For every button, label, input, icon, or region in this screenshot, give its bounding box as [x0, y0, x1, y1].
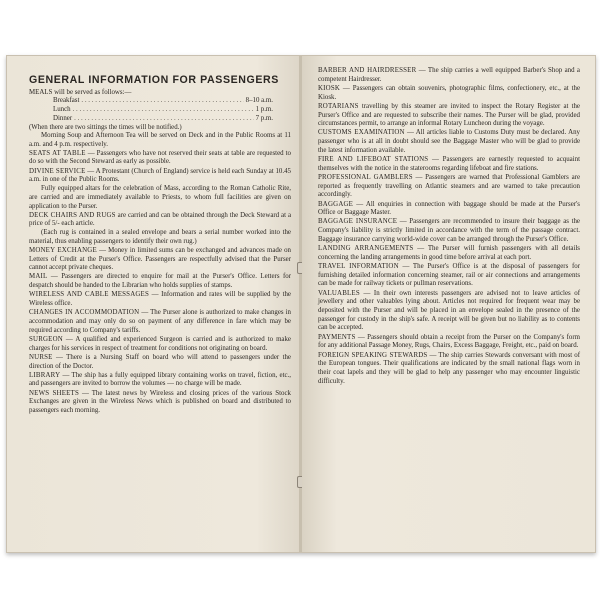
section-divine-service [29, 168, 291, 185]
meal-name: Breakfast [53, 97, 80, 105]
left-page [7, 56, 300, 552]
section-text: — Passengers are earnestly requested to acquaint themselves with the notice in the staterooms regarding lifeboat and fire stations. [318, 156, 581, 172]
section-title: SEATS AT TABLE [29, 149, 86, 157]
section-title: DIVINE SERVICE [29, 167, 86, 175]
meal-row-dinner [53, 115, 273, 124]
section-title: FIRE AND LIFEBOAT STATIONS [318, 156, 429, 164]
section-mail [29, 273, 291, 290]
meal-row-lunch [53, 106, 273, 115]
section-title: LIBRARY [29, 371, 61, 379]
section-text: — The latest news by Wireless and closing prices of the various Stock Exchanges are given in the Wireless News which is published on board and distributed to passengers each morning. [29, 389, 291, 415]
section-text: — In their own interests passengers are advised not to leave articles of jewellery and other valuables lying about. Articles not required for frequent wear may be deposited with the Purser and will be placed in an envelope sealed in the presence of the passenger for custody in the ship's safe. A receipt will be given but no liability as to contents can be accepted. [318, 289, 580, 332]
meals-intro: MEALS will be served as follows:— [29, 88, 132, 96]
meal-row-breakfast [53, 97, 273, 106]
meal-time: 1 p.m. [255, 106, 273, 114]
meals-extra: Morning Soup and Afternoon Tea will be served on Deck and in the Public Rooms at 11 a.m. and 4 p.m. respectively. [29, 132, 291, 148]
section-text: — There is a Nursing Staff on board who will attend to passengers under the direction of the Doctor. [29, 353, 291, 370]
section-title: PAYMENTS [318, 333, 356, 341]
section-text: — The Purser's Office is at the disposal of passengers for furnishing detailed information concerning steamer, rail or air connections and arrangements can be made for railway tickets or pullman reservations. [318, 262, 580, 288]
section-title: TRAVEL INFORMATION [318, 262, 399, 270]
section-text: — Information and rates will be supplied by the Wireless office. [29, 291, 291, 308]
section-landing [318, 245, 580, 262]
section-fire-lifeboat [318, 156, 580, 173]
section-title: NURSE [29, 353, 53, 361]
section-money-exchange [29, 247, 291, 273]
leader-dots [73, 106, 254, 115]
section-title: DECK CHAIRS AND RUGS [29, 211, 116, 219]
section-surgeon [29, 336, 291, 353]
section-title: MONEY EXCHANGE [29, 246, 97, 254]
section-text: — Passengers are recommended to insure their baggage as the Company's liability is strictly limited in accordance with the term of the passage contract. Baggage insurance carrying world-wide cover can be arranged through the Purser's Office. [318, 218, 580, 243]
meal-time: 7 p.m. [255, 114, 273, 122]
section-news-sheets [29, 390, 291, 416]
right-page-content [318, 67, 580, 387]
section-text: — All articles liable to Customs Duty must be declared. Any passenger who is at all in doubt should see the Baggage Master who will be glad to provide the latest information available. [318, 129, 580, 154]
section-deck-chairs [29, 212, 291, 229]
section-customs [318, 129, 580, 155]
section-text: — Passengers are directed to enquire for mail at the Purser's Office. Letters for despatch should be handed to the Librarian who holds supplies of stamps. [29, 273, 291, 290]
section-title: BAGGAGE [318, 200, 354, 208]
left-page-content [29, 76, 291, 416]
section-payments [318, 334, 580, 351]
section-text: — The Purser alone is authorized to make changes in accommodation and may only do so on payment of any difference in fare which may be required according to Company's tariffs. [29, 309, 291, 334]
section-title: ROTARIANS [318, 102, 359, 110]
section-text: — Passengers should obtain a receipt from the Purser on the Company's form for any additional Passage Money, Rugs, Chairs, Excess Baggage, Freight, etc., paid on board. [318, 333, 580, 350]
section-title: SURGEON [29, 335, 63, 343]
section-wireless [29, 291, 291, 308]
section-title: LANDING ARRANGEMENTS [318, 245, 414, 253]
meal-name: Lunch [53, 106, 71, 114]
section-text: — Passengers are warned that Professional Gamblers are reported as frequently travelling on Atlantic steamers and are warned to take precaution accordingly. [318, 173, 581, 199]
meal-time: 8–10 a.m. [245, 97, 273, 105]
section-gamblers [318, 174, 580, 200]
right-page [302, 56, 595, 552]
section-valuables [318, 290, 580, 334]
section-title: WIRELESS AND CABLE MESSAGES [29, 291, 149, 299]
section-barber [318, 67, 580, 84]
section-kiosk [318, 85, 580, 102]
section-text: — The ship carries a well equipped Barber's Shop and a competent Hairdresser. [318, 67, 580, 83]
section-title: MAIL [29, 273, 48, 281]
section-text: travelling by this steamer are invited to inspect the Rotary Register at the Purser's Office and are requested to subscribe their names. The Purser will be glad, provided circumstances permit, to arrange an informal Rotary Luncheon during the voyage. [318, 102, 580, 128]
section-title: FOREIGN SPEAKING STEWARDS [318, 351, 428, 359]
section-text: — Passengers who have not reserved their seats at table are requested to do so with the Second Steward as early as possible. [29, 149, 291, 166]
open-booklet [6, 55, 596, 553]
section-text: are carried and can be obtained through the Deck Steward at a price of 5/- each article. [29, 211, 291, 228]
section-text: — Money in limited sums can be exchanged and advances made on Letters of Credit at the Purser's Office. Passengers are respectfully advised that the Purser cannot accept private cheques. [29, 246, 291, 272]
section-changes-accommodation [29, 309, 291, 335]
section-nurse [29, 354, 291, 371]
section-divine-service-extra: Fully equipped altars for the celebration of Mass, according to the Roman Catholic Rite, are carried and are immediately available to Priests, to whom full facilities are given on application to the Purser. [29, 185, 291, 210]
section-title: KIOSK [318, 84, 341, 92]
section-library [29, 372, 291, 389]
section-foreign-stewards [318, 352, 580, 387]
section-rotarians [318, 103, 580, 129]
section-text: — The Purser will furnish passengers with all details concerning the landing arrangements in good time before arrival at each port. [318, 245, 580, 261]
section-title: CUSTOMS EXAMINATION [318, 129, 405, 137]
leader-dots [81, 97, 243, 106]
section-text: — All enquiries in connection with baggage should be made at the Purser's Office or Baggage Master. [318, 200, 580, 217]
section-text: — The ship carries Stewards conversant with most of the European tongues. Their qualifications are indicated by the small national flags worn in their coat lapels and they will be glad to help any passenger who may encounter linguistic difficulty. [318, 351, 580, 385]
section-baggage [318, 201, 580, 218]
section-title: PROFESSIONAL GAMBLERS [318, 173, 413, 181]
section-travel-info [318, 263, 580, 289]
section-title: VALUABLES [318, 289, 360, 297]
section-seats-at-table [29, 150, 291, 167]
meal-name: Dinner [53, 114, 73, 122]
section-text: — A Protestant (Church of England) service is held each Sunday at 10.45 a.m. in one of the Public Rooms. [29, 167, 291, 184]
section-title: BAGGAGE INSURANCE [318, 218, 398, 226]
section-text: — Passengers can obtain souvenirs, photographic films, confectionery, etc., at the Kiosk. [318, 84, 580, 101]
section-text: — The ship has a fully equipped library containing works on travel, fiction, etc., and passengers are invited to borrow the volumes — no charge will be made. [29, 371, 291, 388]
section-text: — A qualified and experienced Surgeon is carried and is authorized to make charges for his services in respect of treatment for conditions not originating on board. [29, 335, 291, 352]
page-heading: GENERAL INFORMATION FOR PASSENGERS [29, 74, 279, 86]
section-deck-chairs-extra: (Each rug is contained in a sealed envelope and bears a serial number worked into the material, thus enabling passengers to identify their own rug.) [29, 229, 291, 246]
section-title: CHANGES IN ACCOMMODATION [29, 309, 140, 317]
section-baggage-insurance [318, 218, 580, 244]
leader-dots [74, 115, 253, 124]
section-title: NEWS SHEETS [29, 389, 79, 397]
section-title: BARBER AND HAIRDRESSER [318, 67, 417, 74]
meals-note: (When there are two sittings the times will be notified.) [29, 123, 182, 131]
